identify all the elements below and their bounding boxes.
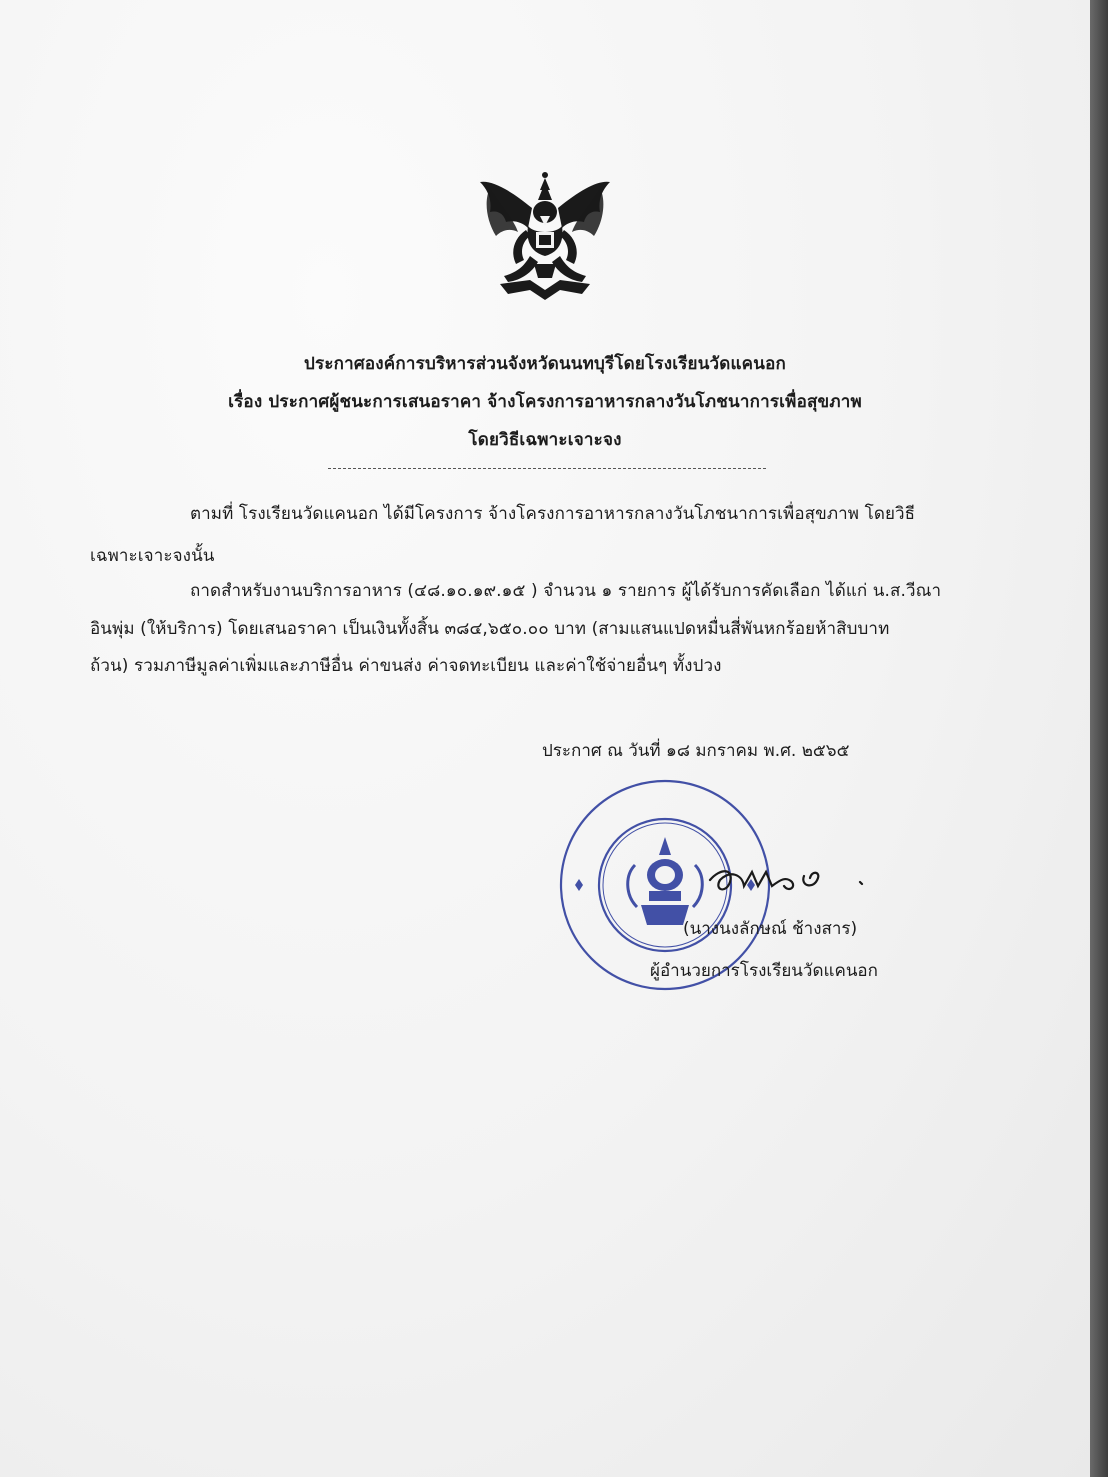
signatory-position: ผู้อำนวยการโรงเรียนวัดแคนอก	[650, 961, 878, 981]
divider-dashed	[328, 468, 766, 469]
paragraph-1-line-1: ตามที่ โรงเรียนวัดแคนอก ได้มีโครงการ จ้างโครงการอาหารกลางวันโภชนาการเพื่อสุขภาพ โดยวิธี	[190, 504, 916, 524]
garuda-emblem-icon	[470, 160, 620, 305]
announcement-date: ประกาศ ณ วันที่ ๑๘ มกราคม พ.ศ. ๒๕๖๕	[542, 741, 850, 761]
paragraph-2-line-3: ถ้วน) รวมภาษีมูลค่าเพิ่มและภาษีอื่น ค่าขนส่ง ค่าจดทะเบียน และค่าใช้จ่ายอื่นๆ ทั้งปวง	[90, 656, 722, 676]
paragraph-1-line-2: เฉพาะเจาะจงนั้น	[90, 546, 215, 566]
announcement-subject: เรื่อง ประกาศผู้ชนะการเสนอราคา จ้างโครงการอาหารกลางวันโภชนาการเพื่อสุขภาพ	[228, 392, 862, 412]
page-edge-shadow	[1090, 0, 1108, 1477]
announcement-title: ประกาศองค์การบริหารส่วนจังหวัดนนทบุรีโดยโรงเรียนวัดแคนอก	[304, 354, 786, 374]
signatory-name: (นางนงลักษณ์ ช้างสาร)	[683, 919, 858, 939]
paragraph-2-line-1: ถาดสำหรับงานบริการอาหาร (๔๘.๑๐.๑๙.๑๕ ) จำนวน ๑ รายการ ผู้ได้รับการคัดเลือก ได้แก่ น.ส.วีณา	[190, 581, 942, 601]
announcement-method: โดยวิธีเฉพาะเจาะจง	[468, 430, 622, 450]
handwritten-signature	[700, 850, 900, 910]
paragraph-2-line-2: อินพุ่ม (ให้บริการ) โดยเสนอราคา เป็นเงินทั้งสิ้น ๓๘๔,๖๕๐.๐๐ บาท (สามแสนแปดหมื่นสี่พันหกร้อยห้าสิบบาท	[90, 619, 890, 639]
